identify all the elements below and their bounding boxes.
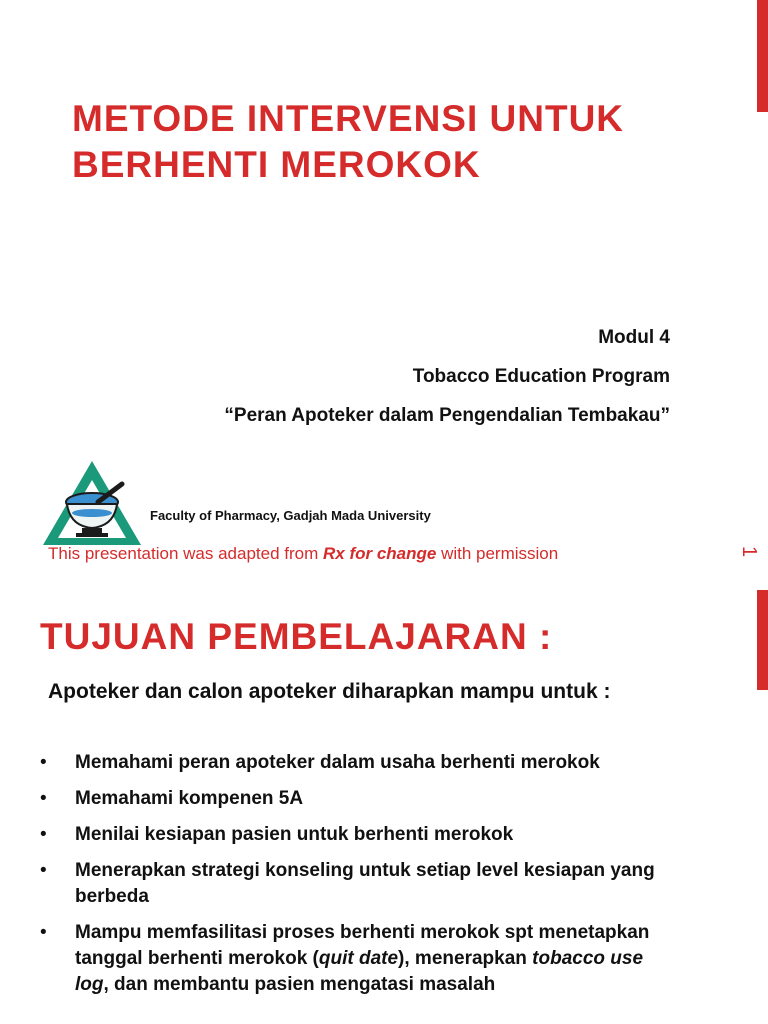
text-run: ), menerapkan <box>398 948 533 969</box>
objectives-title: TUJUAN PEMBELAJARAN : <box>40 616 553 657</box>
list-item <box>40 786 680 812</box>
list-item-text <box>75 922 649 995</box>
objectives-slide <box>0 590 768 1024</box>
objectives-intro: Apoteker dan calon apoteker diharapkan mampu untuk : <box>48 680 611 703</box>
bullet-marker: • <box>40 824 47 845</box>
italic-term: quit date <box>318 948 399 969</box>
list-item <box>40 750 680 776</box>
subtitle-line: Tobacco Education Program <box>412 366 670 387</box>
list-item-text: Memahami peran apoteker dalam usaha berhenti merokok <box>75 752 600 773</box>
objectives-list <box>40 750 680 1008</box>
text-run: Mampu memfasilitasi proses berhenti merokok spt menetapkan tanggal berhenti merokok ( <box>75 922 650 969</box>
bullet-marker: • <box>40 922 47 943</box>
slide-title-line2: BERHENTI MEROKOK <box>72 144 481 185</box>
bullet-marker: • <box>40 860 47 881</box>
credit-text: This presentation was adapted from <box>48 544 323 563</box>
bullet-marker: • <box>40 788 47 809</box>
list-item <box>40 858 680 910</box>
subtitle-line: “Peran Apoteker dalam Pengendalian Tembakau” <box>224 405 670 426</box>
list-item-text: Menilai kesiapan pasien untuk berhenti merokok <box>75 824 514 845</box>
slide-title <box>72 96 712 188</box>
credit-text-end: with permission <box>436 544 559 563</box>
adaptation-credit <box>48 544 558 564</box>
subtitle-block <box>224 318 670 435</box>
accent-bar <box>757 590 768 690</box>
accent-bar <box>757 0 768 112</box>
list-item <box>40 822 680 848</box>
bullet-marker: • <box>40 752 47 773</box>
list-item-text: Menerapkan strategi konseling untuk setiap level kesiapan yang berbeda <box>75 860 655 907</box>
text-run: , dan membantu pasien mengatasi masalah <box>103 974 496 995</box>
subtitle-line: Modul 4 <box>598 327 670 348</box>
list-item-text: Memahami kompenen 5A <box>75 788 304 809</box>
pharmacy-logo-icon <box>40 458 144 548</box>
slide-title-line1: METODE INTERVENSI UNTUK <box>72 98 625 139</box>
faculty-name: Faculty of Pharmacy, Gadjah Mada University <box>150 508 431 523</box>
slide-number: 1 <box>737 545 760 558</box>
italic-term: tobacco use log <box>75 948 644 995</box>
credit-source: Rx for change <box>322 544 437 563</box>
list-item <box>40 920 680 998</box>
